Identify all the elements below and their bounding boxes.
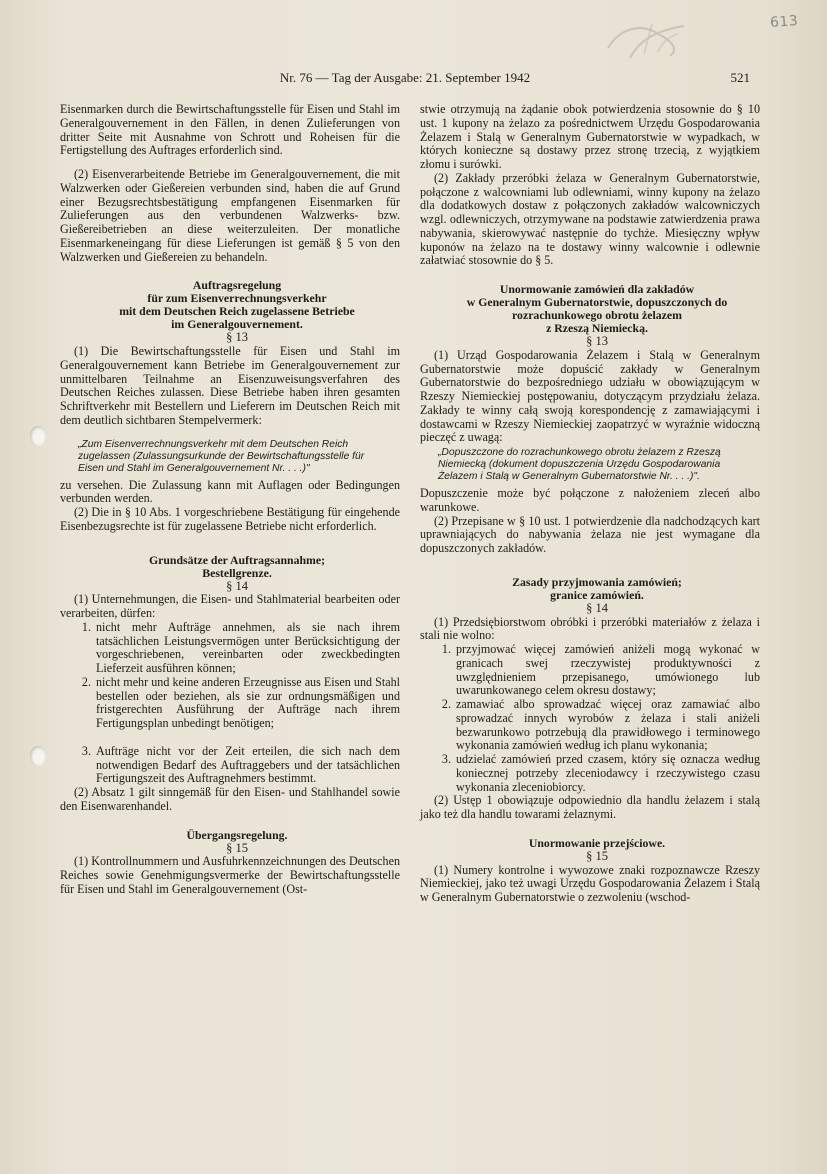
section-heading: Auftragsregelung	[192, 278, 282, 293]
list-item: 2. nicht mehr und keine anderen Erzeugnisse aus Eisen und Stahl bestellen oder beziehen, als sie zur ordnungsmäßigen und fristgerechten Ausführung der Aufträge nach ihrem Fertigungsplan unbedingt benötigen;	[94, 676, 400, 731]
paragraph: (2) Eisenverarbeitende Betriebe im Generalgouvernement, die mit Walzwerken oder Gießereien verbunden sind, haben die auf Grund einer Bezugsrechtsbestätigung empfangenen Eisenmarken für Zulieferungen aus den verbundenen Walzwerks- bzw. Gießereibetrieben an diese weiterzuleiten. Der monatliche Eisenmarkeneingang für diese Lieferungen ist gemäß § 5 von den Walzwerken und Gießereien zu behandeln.	[60, 167, 400, 264]
section-heading: z Rzeszą Niemiecką.	[546, 321, 648, 335]
column-german	[60, 103, 400, 897]
paragraph: (2) Die in § 10 Abs. 1 vorgeschriebene Bestätigung für eingehende Eisenbezugsrechte ist für zugelassene Betriebe nicht erforderlich.	[60, 505, 400, 533]
section-heading: Grundsätze der Auftragsannahme;	[148, 552, 326, 567]
paragraph: Eisenmarken durch die Bewirtschaftungsstelle für Eisen und Stahl im Generalgouvernement in den Fällen, in denen Zulieferungen von dritter Seite mit Ausnahme von Schrott und Roheisen für die Fertigstellung des Auftrages erforderlich sind.	[60, 102, 400, 158]
paragraph: (1) Przedsiębiorstwom obróbki i przeróbki materiałów z żelaza i stali nie wolno:	[420, 614, 760, 643]
section-heading: granice zamówień.	[550, 587, 644, 602]
punch-hole	[30, 746, 46, 766]
paragraph: (2) Przepisane w § 10 ust. 1 potwierdzenie dla nadchodzących kart uprawniających do nabywania żelaza nie jest wymagane dla dopuszczonych zakładów.	[420, 513, 760, 555]
section-heading: für zum Eisenverrechnungsverkehr	[147, 291, 327, 306]
paragraph: (1) Unternehmungen, die Eisen- und Stahlmaterial bearbeiten oder verarbeiten, dürfen:	[60, 592, 400, 620]
page-number: 521	[730, 70, 750, 85]
section-number: § 14	[586, 600, 608, 615]
paragraph: stwie otrzymują na żądanie obok potwierdzenia stosownie do § 10 ust. 1 kupony na żelazo za pośrednictwem Urzędu Gospodarowania Żelazem i Stalą w Generalnym Gubernatorstwie w wypadkach, w których konieczne są dostawy przez stronę trzecią, z wyjątkiem złomu i surówki.	[420, 102, 760, 171]
section-heading: mit dem Deutschen Reich zugelassene Betriebe	[119, 304, 355, 319]
section-number: § 13	[586, 334, 608, 348]
pencil-scribble-mark	[600, 18, 690, 64]
section-number: § 15	[586, 848, 608, 863]
section-heading: Unormowanie przejściowe.	[528, 835, 666, 850]
section-heading: Übergangsregelung.	[186, 827, 288, 842]
section-heading: w Generalnym Gubernatorstwie, dopuszczonych do	[466, 295, 728, 309]
section-heading: rozrachunkowego obrotu żelazem	[512, 308, 682, 322]
paragraph: (1) Kontrollnummern und Ausfuhrkennzeichnungen des Deutschen Reiches sowie Genehmigungsvermerke der Bewirtschaftungsstelle für Eisen und Stahl im Generalgouvernement (Ost-	[60, 854, 400, 896]
list-item: 2. zamawiać albo sprowadzać więcej oraz zamawiać albo sprowadzać innych wyrobów z żelaza i stali aniżeli bezwarunkowo potrzebują dla prawidłowego i terminowego wykonania zamówień według ich planu wykonania;	[454, 698, 760, 753]
header-title: Nr. 76 — Tag der Ausgabe: 21. September 1942	[279, 70, 531, 85]
section-number: § 15	[226, 840, 248, 855]
punch-hole	[30, 426, 46, 446]
paragraph: (1) Numery kontrolne i wywozowe znaki rozpoznawcze Rzeszy Niemieckiej, jako też uwagi Urzędu Gospodarowania Żelazem i Stalą w Generalnym Gubernatorstwie o zezwoleniu (wschod-	[420, 862, 760, 904]
section-heading: Zasady przyjmowania zamówień;	[512, 574, 682, 589]
list-item: 3. Aufträge nicht vor der Zeit erteilen, die sich nach dem notwendigen Bedarf des Auftraggebers und der tatsächlichen Fertigungszeit des Auftragnehmers bestimmt.	[94, 745, 400, 786]
paragraph: zu versehen. Die Zulassung kann mit Auflagen oder Bedingungen verbunden werden.	[60, 477, 400, 506]
column-polish	[420, 103, 760, 905]
section-heading: Unormowanie zamówień dla zakładów	[499, 282, 695, 296]
list	[60, 621, 400, 786]
list-item: 1. nicht mehr Aufträge annehmen, als sie nach ihrem tatsächlichen Leistungsvermögen unter Berücksichtigung der vorgeschriebenen, vereinbarten oder zweckbedingten Lieferzeit ausführen können;	[94, 621, 400, 676]
stamp-quote: „Zum Eisenverrechnungsverkehr mit dem Deutschen Reich zugelassen (Zulassungsurkunde der Bewirtschaftungsstelle für Eisen und Stahl im Generalgouvernement Nr. . . .)"	[78, 438, 365, 474]
paragraph: (2) Ustęp 1 obowiązuje odpowiednio dla handlu żelazem i stalą jako też dla handlu towarami żelaznymi.	[420, 793, 760, 821]
paragraph: (1) Urząd Gospodarowania Żelazem i Stalą w Generalnym Gubernatorstwie może dopuścić zakłady w Generalnym Gubernatorstwie do bezpośredniego udziału w obowiązującym w Rzeszy Niemieckiej postępowaniu, dotyczącym przydziału żelaza. Zakłady te winny całą swoją korespondencję z zamawiającymi i dostawcami w Rzeszy Niemieckiej zaopatrzyć w wyraźnie widoczną pieczęć z uwagą:	[420, 347, 760, 445]
stamp-quote: „Dopuszczone do rozrachunkowego obrotu żelazem z Rzeszą Niemiecką (dokument dopuszczenia Urzędu Gospodarowania Żelazem i Stalą w Generalnym Gubernatorstwie Nr. . . .)".	[438, 447, 721, 482]
page-header	[60, 70, 750, 90]
list-item: 3. udzielać zamówień przed czasem, który się oznacza według koniecznej potrzeby zleceniodawcy i rzeczywistego czasu wykonania zleceniobiorcy.	[454, 753, 760, 794]
paragraph: Dopuszczenie może być połączone z nałożeniem zleceń albo warunkowe.	[420, 486, 760, 514]
paragraph: (2) Zakłady przeróbki żelaza w Generalnym Gubernatorstwie, połączone z walcowniami lub odlewniami, winny kupony na żelazo dla dodatkowych dostaw z połączonych zakładów walcowniczych wzgl. odlewniczych, otrzymywane na podstawie zatwierdzenia prawa nabywania, skierowywać następnie do tychże. Miesięczny wpływ kuponów na żelazo na te dostawy winny walcownie i odlewnie załatwiać stosownie do § 5.	[420, 170, 760, 268]
paragraph: (1) Die Bewirtschaftungsstelle für Eisen und Stahl im Generalgouvernement kann Betriebe im Generalgouvernement zur unmittelbaren Teilnahme an Eisenzuweisungsverfahren des Deutschen Reiches zulassen. Diese Betriebe haben ihren gesamten Schriftverkehr mit Bestellern und Lieferern im Deutschen Reich mit dem deutlich sichtbaren Stempelvermerk:	[60, 344, 400, 427]
paragraph: (2) Absatz 1 gilt sinngemäß für den Eisen- und Stahlhandel sowie den Eisenwarenhandel.	[60, 785, 400, 813]
list-item: 1. przyjmować więcej zamówień aniżeli mogą wykonać w granicach swej rzeczywistej produktywności z uwzględnieniem przepisanego, umówionego lub uwarunkowanego celem okresu dostawy;	[454, 643, 760, 698]
section-number: § 13	[226, 330, 248, 345]
archive-number: 613	[769, 13, 799, 31]
section-heading: Bestellgrenze.	[202, 565, 272, 580]
list	[420, 643, 760, 794]
section-number: § 14	[226, 578, 248, 593]
section-heading: im Generalgouvernement.	[171, 317, 303, 332]
